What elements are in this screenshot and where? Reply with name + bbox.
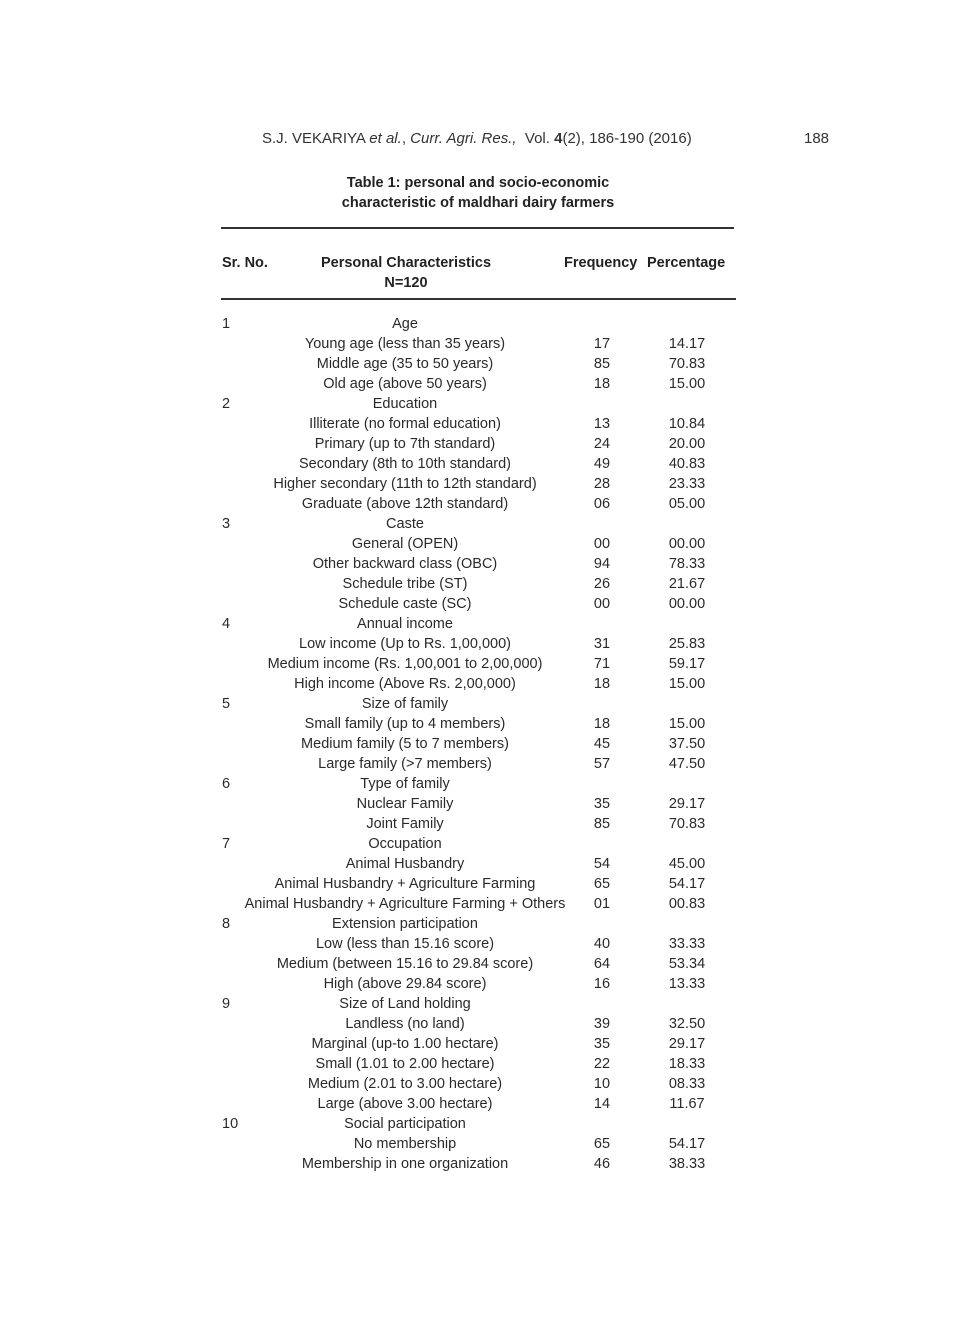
cell-characteristic: Marginal (up-to 1.00 hectare) (311, 1036, 499, 1052)
page-number: 188 (804, 130, 830, 147)
cell-characteristic: Membership in one organization (301, 1156, 509, 1172)
cell-frequency: 18 (593, 676, 611, 692)
cell-percentage: 78.33 (668, 556, 706, 572)
cell-characteristic: Landless (no land) (345, 1016, 465, 1032)
table-row (0, 994, 960, 1014)
cell-characteristic: Medium income (Rs. 1,00,001 to 2,00,000) (267, 656, 543, 672)
cell-frequency: 65 (593, 1136, 611, 1152)
cell-percentage: 54.17 (668, 876, 706, 892)
table-row (0, 874, 960, 894)
cell-frequency: 06 (593, 496, 611, 512)
cell-percentage: 33.33 (668, 936, 706, 952)
table-row (0, 894, 960, 914)
cell-characteristic: High income (Above Rs. 2,00,000) (294, 676, 516, 692)
cell-sr-no: 8 (222, 916, 231, 932)
table-row (0, 674, 960, 694)
cell-frequency: 94 (593, 556, 611, 572)
header-sample-size: N=120 (384, 275, 428, 291)
table-header-rule (221, 298, 736, 300)
cell-characteristic: Animal Husbandry + Agriculture Farming (274, 876, 536, 892)
table-row (0, 414, 960, 434)
cell-characteristic: Small (1.01 to 2.00 hectare) (315, 1056, 495, 1072)
table-body (0, 314, 960, 1174)
cell-characteristic: Size of Land holding (339, 996, 471, 1012)
table-row (0, 534, 960, 554)
cell-frequency: 16 (593, 976, 611, 992)
cell-frequency: 54 (593, 856, 611, 872)
cell-percentage: 53.34 (668, 956, 706, 972)
cell-percentage: 47.50 (668, 756, 706, 772)
cell-sr-no: 5 (222, 696, 231, 712)
cell-frequency: 01 (593, 896, 611, 912)
cell-percentage: 00.00 (668, 596, 706, 612)
cell-characteristic: Size of family (361, 696, 449, 712)
cell-characteristic: Low (less than 15.16 score) (315, 936, 495, 952)
cell-frequency: 14 (593, 1096, 611, 1112)
cell-percentage: 25.83 (668, 636, 706, 652)
cell-characteristic: Young age (less than 35 years) (304, 336, 506, 352)
table-row (0, 554, 960, 574)
table-title (300, 173, 656, 213)
table-row (0, 474, 960, 494)
table-row (0, 694, 960, 714)
cell-percentage: 23.33 (668, 476, 706, 492)
cell-characteristic: Extension participation (332, 916, 478, 932)
cell-characteristic: Type of family (360, 776, 450, 792)
cell-sr-no: 9 (222, 996, 231, 1012)
cell-characteristic: Medium (between 15.16 to 29.84 score) (276, 956, 534, 972)
cell-frequency: 39 (593, 1016, 611, 1032)
table-row (0, 1094, 960, 1114)
cell-characteristic: High (above 29.84 score) (323, 976, 487, 992)
cell-characteristic: Low income (Up to Rs. 1,00,000) (299, 636, 511, 652)
cell-percentage: 29.17 (668, 1036, 706, 1052)
cell-characteristic: No membership (353, 1136, 457, 1152)
table-row (0, 654, 960, 674)
cell-percentage: 32.50 (668, 1016, 706, 1032)
cell-frequency: 17 (593, 336, 611, 352)
table-row (0, 914, 960, 934)
cell-frequency: 10 (593, 1076, 611, 1092)
header-authors: S.J. VEKARIYA (262, 130, 366, 147)
header-frequency: Frequency (564, 255, 638, 271)
header-percentage: Percentage (647, 255, 726, 271)
table-row (0, 1114, 960, 1134)
cell-frequency: 85 (593, 816, 611, 832)
cell-frequency: 45 (593, 736, 611, 752)
cell-sr-no: 7 (222, 836, 231, 852)
table-title-line2: characteristic of maldhari dairy farmers (341, 195, 615, 211)
cell-percentage: 14.17 (668, 336, 706, 352)
table-row (0, 594, 960, 614)
cell-frequency: 40 (593, 936, 611, 952)
cell-characteristic: Medium (2.01 to 3.00 hectare) (307, 1076, 503, 1092)
cell-sr-no: 6 (222, 776, 231, 792)
cell-characteristic: Animal Husbandry + Agriculture Farming + Others (244, 896, 566, 912)
table-row (0, 934, 960, 954)
table-row (0, 1154, 960, 1174)
table-row (0, 514, 960, 534)
header-personal-characteristics: Personal Characteristics (320, 255, 492, 271)
cell-frequency: 35 (593, 796, 611, 812)
cell-percentage: 54.17 (668, 1136, 706, 1152)
cell-percentage: 21.67 (668, 576, 706, 592)
cell-characteristic: Other backward class (OBC) (312, 556, 498, 572)
cell-characteristic: General (OPEN) (351, 536, 459, 552)
cell-frequency: 18 (593, 716, 611, 732)
table-row (0, 834, 960, 854)
table-row (0, 974, 960, 994)
cell-frequency: 57 (593, 756, 611, 772)
cell-percentage: 10.84 (668, 416, 706, 432)
cell-characteristic: Small family (up to 4 members) (304, 716, 506, 732)
cell-percentage: 40.83 (668, 456, 706, 472)
cell-percentage: 00.83 (668, 896, 706, 912)
cell-sr-no: 4 (222, 616, 231, 632)
table-row (0, 734, 960, 754)
table-top-rule (221, 227, 734, 229)
header-vol-num: 4 (554, 130, 563, 147)
cell-characteristic: Occupation (368, 836, 442, 852)
cell-characteristic: Social participation (344, 1116, 466, 1132)
cell-percentage: 45.00 (668, 856, 706, 872)
cell-percentage: 37.50 (668, 736, 706, 752)
cell-percentage: 05.00 (668, 496, 706, 512)
cell-sr-no: 3 (222, 516, 231, 532)
table-row (0, 774, 960, 794)
table-row (0, 754, 960, 774)
cell-percentage: 13.33 (668, 976, 706, 992)
cell-frequency: 35 (593, 1036, 611, 1052)
table-row (0, 374, 960, 394)
table-row (0, 494, 960, 514)
table-row (0, 354, 960, 374)
table-row (0, 334, 960, 354)
cell-sr-no: 10 (222, 1116, 239, 1132)
table-row (0, 454, 960, 474)
cell-characteristic: Secondary (8th to 10th standard) (299, 456, 511, 472)
cell-percentage: 15.00 (668, 676, 706, 692)
cell-percentage: 38.33 (668, 1156, 706, 1172)
cell-percentage: 08.33 (668, 1076, 706, 1092)
cell-percentage: 20.00 (668, 436, 706, 452)
header-vol-rest: (2), 186-190 (2016) (562, 130, 692, 147)
header-vol-prefix: Vol. (524, 130, 550, 147)
cell-frequency: 13 (593, 416, 611, 432)
cell-frequency: 46 (593, 1156, 611, 1172)
table-row (0, 394, 960, 414)
cell-frequency: 71 (593, 656, 611, 672)
cell-percentage: 15.00 (668, 376, 706, 392)
table-row (0, 814, 960, 834)
cell-percentage: 00.00 (668, 536, 706, 552)
cell-characteristic: Large family (>7 members) (318, 756, 492, 772)
cell-characteristic: Schedule tribe (ST) (342, 576, 468, 592)
table-row (0, 1034, 960, 1054)
cell-frequency: 64 (593, 956, 611, 972)
cell-characteristic: Caste (386, 516, 424, 532)
cell-characteristic: Primary (up to 7th standard) (314, 436, 496, 452)
cell-frequency: 18 (593, 376, 611, 392)
header-sr-no: Sr. No. (222, 255, 268, 271)
cell-characteristic: Old age (above 50 years) (323, 376, 487, 392)
cell-characteristic: Animal Husbandry (345, 856, 465, 872)
cell-characteristic: Nuclear Family (356, 796, 454, 812)
cell-sr-no: 1 (222, 316, 231, 332)
table-row (0, 854, 960, 874)
table-row (0, 1134, 960, 1154)
cell-frequency: 22 (593, 1056, 611, 1072)
table-title-line1: Table 1: personal and socio-economic (346, 175, 610, 191)
table-row (0, 314, 960, 334)
cell-percentage: 29.17 (668, 796, 706, 812)
table-row (0, 1074, 960, 1094)
cell-frequency: 26 (593, 576, 611, 592)
table-row (0, 954, 960, 974)
cell-percentage: 18.33 (668, 1056, 706, 1072)
cell-percentage: 70.83 (668, 816, 706, 832)
cell-sr-no: 2 (222, 396, 231, 412)
cell-characteristic: Schedule caste (SC) (338, 596, 472, 612)
cell-characteristic: Graduate (above 12th standard) (301, 496, 509, 512)
cell-frequency: 65 (593, 876, 611, 892)
cell-characteristic: Joint Family (366, 816, 444, 832)
cell-frequency: 00 (593, 596, 611, 612)
table-row (0, 794, 960, 814)
table-row (0, 634, 960, 654)
cell-characteristic: Annual income (357, 616, 453, 632)
cell-characteristic: Medium family (5 to 7 members) (301, 736, 509, 752)
table-row (0, 614, 960, 634)
table-row (0, 434, 960, 454)
table-row (0, 574, 960, 594)
cell-characteristic: Age (392, 316, 418, 332)
cell-characteristic: Middle age (35 to 50 years) (316, 356, 494, 372)
cell-frequency: 24 (593, 436, 611, 452)
table-row (0, 714, 960, 734)
running-header: S.J. VEKARIYA et al., Curr. Agri. Res., Vol. 4(2), 186-190 (2016) (262, 130, 692, 147)
header-journal: Curr. Agri. Res., (410, 130, 517, 147)
header-etal: et al. (369, 130, 402, 147)
cell-characteristic: Higher secondary (11th to 12th standard) (273, 476, 537, 492)
table-row (0, 1054, 960, 1074)
cell-percentage: 15.00 (668, 716, 706, 732)
cell-characteristic: Education (372, 396, 438, 412)
cell-characteristic: Large (above 3.00 hectare) (317, 1096, 493, 1112)
cell-characteristic: Illiterate (no formal education) (309, 416, 501, 432)
cell-percentage: 11.67 (669, 1096, 705, 1112)
cell-percentage: 70.83 (668, 356, 706, 372)
cell-frequency: 85 (593, 356, 611, 372)
cell-frequency: 28 (593, 476, 611, 492)
cell-frequency: 00 (593, 536, 611, 552)
table-row (0, 1014, 960, 1034)
cell-percentage: 59.17 (668, 656, 706, 672)
cell-frequency: 49 (593, 456, 611, 472)
cell-frequency: 31 (593, 636, 611, 652)
